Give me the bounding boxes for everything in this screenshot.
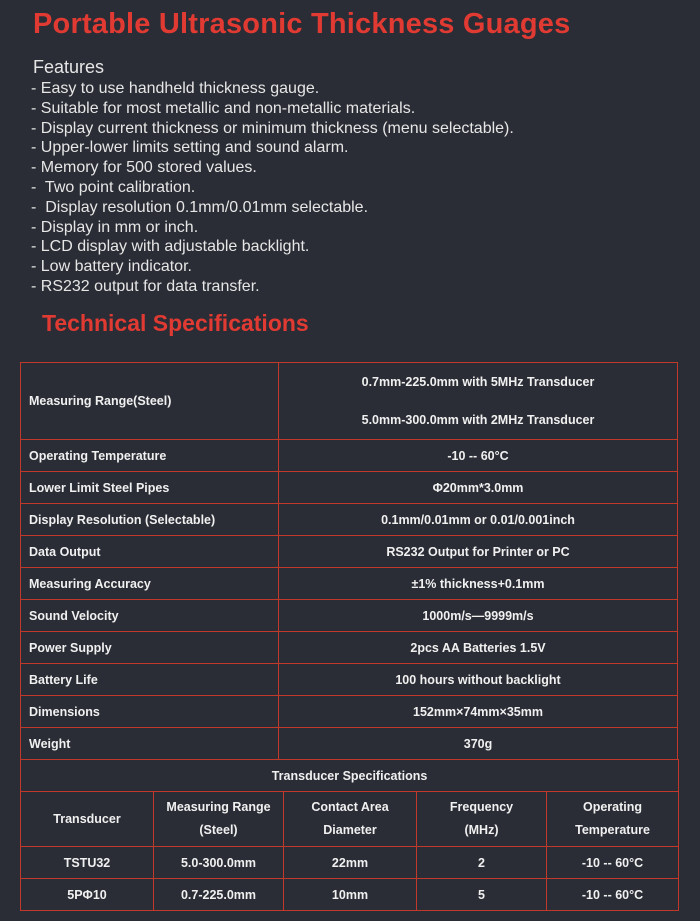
table-header-row bbox=[21, 792, 679, 847]
spec-value bbox=[279, 363, 678, 440]
header-line: Temperature bbox=[575, 823, 650, 837]
feature-item: - Upper-lower limits setting and sound alarm. bbox=[31, 139, 349, 157]
table-row bbox=[21, 536, 678, 568]
spec-label: Measuring Range(Steel) bbox=[21, 363, 279, 440]
spec-value-line: 5.0mm-300.0mm with 2MHz Transducer bbox=[361, 413, 595, 427]
spec-value: 0.1mm/0.01mm or 0.01/0.001inch bbox=[279, 504, 678, 536]
header-line: Contact Area bbox=[311, 800, 389, 814]
table-row bbox=[21, 472, 678, 504]
transducer-caption: Transducer Specifications bbox=[21, 760, 679, 792]
spec-value: RS232 Output for Printer or PC bbox=[279, 536, 678, 568]
transducer-temperature: -10 -- 60°C bbox=[547, 879, 679, 911]
transducer-range: 0.7-225.0mm bbox=[154, 879, 284, 911]
column-header: Transducer bbox=[21, 792, 154, 847]
spec-label: Operating Temperature bbox=[21, 440, 279, 472]
spec-label: Power Supply bbox=[21, 632, 279, 664]
page-title: Portable Ultrasonic Thickness Guages bbox=[33, 8, 571, 40]
feature-item: - RS232 output for data transfer. bbox=[31, 277, 260, 295]
transducer-frequency: 5 bbox=[417, 879, 547, 911]
table-row bbox=[21, 696, 678, 728]
column-header bbox=[547, 792, 679, 847]
spec-heading: Technical Specifications bbox=[42, 310, 309, 336]
feature-item: - LCD display with adjustable backlight. bbox=[31, 238, 310, 256]
spec-table bbox=[20, 362, 678, 760]
transducer-name: TSTU32 bbox=[21, 847, 154, 879]
spec-label: Measuring Accuracy bbox=[21, 568, 279, 600]
spec-tables bbox=[20, 362, 678, 911]
column-header bbox=[154, 792, 284, 847]
features-list bbox=[31, 79, 514, 297]
header-line: (MHz) bbox=[464, 823, 499, 837]
spec-value: 152mm×74mm×35mm bbox=[279, 696, 678, 728]
table-row bbox=[21, 664, 678, 696]
spec-value: -10 -- 60°C bbox=[279, 440, 678, 472]
feature-item: - Suitable for most metallic and non-metallic materials. bbox=[31, 99, 416, 117]
header-line: Diameter bbox=[323, 823, 377, 837]
transducer-diameter: 10mm bbox=[284, 879, 417, 911]
transducer-diameter: 22mm bbox=[284, 847, 417, 879]
features-heading: Features bbox=[33, 57, 105, 77]
spec-value: 2pcs AA Batteries 1.5V bbox=[279, 632, 678, 664]
feature-item: - Low battery indicator. bbox=[31, 258, 192, 276]
spec-label: Dimensions bbox=[21, 696, 279, 728]
transducer-range: 5.0-300.0mm bbox=[154, 847, 284, 879]
feature-item: - Display current thickness or minimum thickness (menu selectable). bbox=[31, 119, 514, 137]
feature-item: - Display resolution 0.1mm/0.01mm selectable. bbox=[31, 198, 369, 216]
header-line: Operating bbox=[583, 800, 643, 814]
spec-value: 100 hours without backlight bbox=[279, 664, 678, 696]
spec-value: Φ20mm*3.0mm bbox=[279, 472, 678, 504]
column-header bbox=[284, 792, 417, 847]
feature-item: - Two point calibration. bbox=[31, 178, 196, 196]
table-row bbox=[21, 760, 679, 792]
table-row bbox=[21, 600, 678, 632]
table-row bbox=[21, 568, 678, 600]
header-line: (Steel) bbox=[199, 823, 238, 837]
spec-label: Sound Velocity bbox=[21, 600, 279, 632]
spec-value: 370g bbox=[279, 728, 678, 760]
spec-value: ±1% thickness+0.1mm bbox=[279, 568, 678, 600]
spec-label: Display Resolution (Selectable) bbox=[21, 504, 279, 536]
table-row bbox=[21, 504, 678, 536]
table-row bbox=[21, 632, 678, 664]
spec-value: 1000m/s—9999m/s bbox=[279, 600, 678, 632]
table-row bbox=[21, 847, 679, 879]
transducer-table bbox=[20, 759, 679, 911]
spec-label: Battery Life bbox=[21, 664, 279, 696]
header-line: Frequency bbox=[449, 800, 514, 814]
table-row bbox=[21, 363, 678, 440]
spec-label: Lower Limit Steel Pipes bbox=[21, 472, 279, 504]
table-row bbox=[21, 440, 678, 472]
table-row bbox=[21, 879, 679, 911]
table-row bbox=[21, 728, 678, 760]
feature-item: - Display in mm or inch. bbox=[31, 218, 199, 236]
header-line: Measuring Range bbox=[166, 800, 271, 814]
transducer-name: 5PΦ10 bbox=[21, 879, 154, 911]
feature-item: - Easy to use handheld thickness gauge. bbox=[31, 80, 320, 97]
feature-item: - Memory for 500 stored values. bbox=[31, 159, 257, 177]
transducer-frequency: 2 bbox=[417, 847, 547, 879]
spec-label: Weight bbox=[21, 728, 279, 760]
transducer-temperature: -10 -- 60°C bbox=[547, 847, 679, 879]
column-header bbox=[417, 792, 547, 847]
spec-value-line: 0.7mm-225.0mm with 5MHz Transducer bbox=[361, 375, 595, 389]
spec-label: Data Output bbox=[21, 536, 279, 568]
